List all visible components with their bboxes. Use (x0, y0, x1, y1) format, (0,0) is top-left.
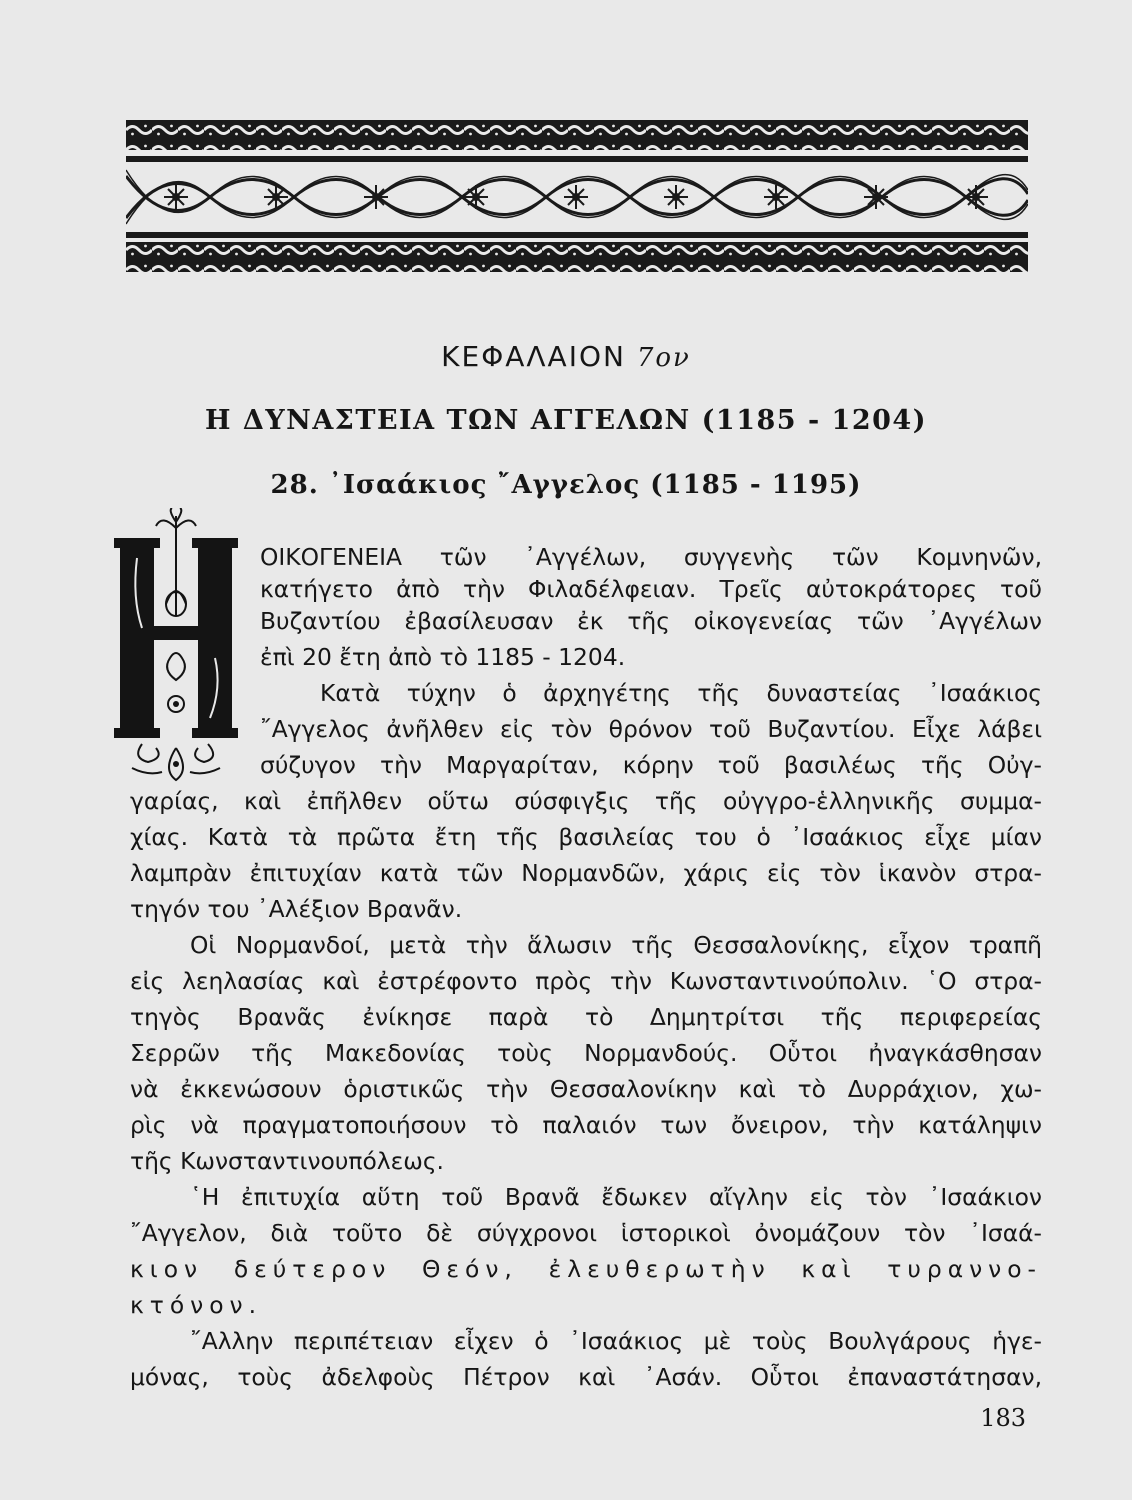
text-line: σύζυγον τὴν Μαργαρίταν, κόρην τοῦ βασιλέως τῆς Οὐγ- (260, 751, 1042, 779)
text-line: ῎Αγγελον, διὰ τοῦτο δὲ σύγχρονοι ἱστορικοὶ ὀνομάζουν τὸν ᾿Ισαά- (130, 1219, 1042, 1247)
page-number: 183 (980, 1404, 1026, 1432)
text-line: τηγόν του ᾿Αλέξιον Βρανᾶν. (130, 895, 463, 923)
text-line: κατήγετο ἀπὸ τὴν Φιλαδέλφειαν. Τρεῖς αὐτοκράτορες τοῦ (260, 575, 1042, 603)
text-line: ῾Η ἐπιτυχία αὕτη τοῦ Βρανᾶ ἔδωκεν αἴγλην εἰς τὸν ᾿Ισαάκιον (190, 1183, 1042, 1211)
text-line: ῎Αλλην περιπέτειαν εἶχεν ὁ ᾿Ισαάκιος μὲ τοὺς Βουλγάρους ἡγε- (190, 1327, 1042, 1355)
text-line: εἰς λεηλασίας καὶ ἐστρέφοντο πρὸς τὴν Κωνσταντινούπολιν. ῾Ο στρα- (130, 967, 1042, 995)
text-line: λαμπρὰν ἐπιτυχίαν κατὰ τῶν Νορμανδῶν, χάρις εἰς τὸν ἱκανὸν στρα- (130, 859, 1042, 887)
text-line: ῎Αγγελος ἀνῆλθεν εἰς τὸν θρόνον τοῦ Βυζαντίου. Εἶχε λάβει (260, 715, 1042, 743)
text-line: Βυζαντίου ἐβασίλευσαν ἐκ τῆς οἰκογενείας τῶν ᾿Αγγέλων (260, 607, 1042, 635)
text-line: γαρίας, καὶ ἐπῆλθεν οὕτω σύσφιγξις τῆς οὐγγρο-ἑλληνικῆς συμμα- (130, 787, 1042, 815)
text-line: τῆς Κωνσταντινουπόλεως. (130, 1147, 444, 1175)
text-line: Οἱ Νορμανδοί, μετὰ τὴν ἅλωσιν τῆς Θεσσαλονίκης, εἶχον τραπῆ (190, 931, 1042, 959)
text-line: Κατὰ τύχην ὁ ἀρχηγέτης τῆς δυναστείας ᾿Ισαάκιος (320, 679, 1042, 707)
text-line: κτόνον. (130, 1291, 263, 1319)
text-line: μόνας, τοὺς ἀδελφοὺς Πέτρον καὶ ᾿Ασάν. Οὗτοι ἐπαναστάτησαν, (130, 1363, 1042, 1391)
text-line: τηγὸς Βρανᾶς ἐνίκησε παρὰ τὸ Δημητρίτσι τῆς περιφερείας (130, 1003, 1042, 1031)
rosette-row (164, 185, 988, 209)
chapter-ordinal: 7ον (636, 343, 691, 373)
top-wave-border (126, 120, 1028, 150)
text-line: χίας. Κατὰ τὰ πρῶτα ἔτη τῆς βασιλείας του ὁ ᾿Ισαάκιος εἶχε μίαν (130, 823, 1042, 851)
chapter-label (0, 340, 1132, 373)
section-title: 28. ᾿Ισαάκιος ῎Αγγελος (1185 - 1195) (270, 470, 862, 500)
text-line: κιον δεύτερον Θεόν, ἐλευθερωτὴν καὶ τυραννο- (130, 1255, 1042, 1283)
decorated-initial-eta (112, 508, 262, 788)
ornamental-header-band (126, 120, 1028, 272)
chapter-title: Η ΔΥΝΑΣΤΕΙΑ ΤΩΝ ΑΓΓΕΛΩΝ (1185 - 1204) (205, 405, 927, 436)
bottom-wave-border (126, 242, 1028, 272)
text-line: Σερρῶν τῆς Μακεδονίας τοὺς Νορμανδούς. Οὗτοι ἠναγκάσθησαν (130, 1039, 1042, 1067)
text-line: ἐπὶ 20 ἔτη ἀπὸ τὸ 1185 - 1204. (260, 643, 626, 671)
text-line: ρὶς νὰ πραγματοποιήσουν τὸ παλαιόν των ὄνειρον, τὴν κατάληψιν (130, 1111, 1042, 1139)
chapter-label-text: ΚΕΦΑΛΑΙΟΝ (441, 340, 626, 373)
text-line: νὰ ἐκκενώσουν ὁριστικῶς τὴν Θεσσαλονίκην καὶ τὸ Δυρράχιον, χω- (130, 1075, 1042, 1103)
text-line: ΟΙΚΟΓΕΝΕΙΑ τῶν ᾿Αγγέλων, συγγενὴς τῶν Κομνηνῶν, (260, 543, 1042, 571)
